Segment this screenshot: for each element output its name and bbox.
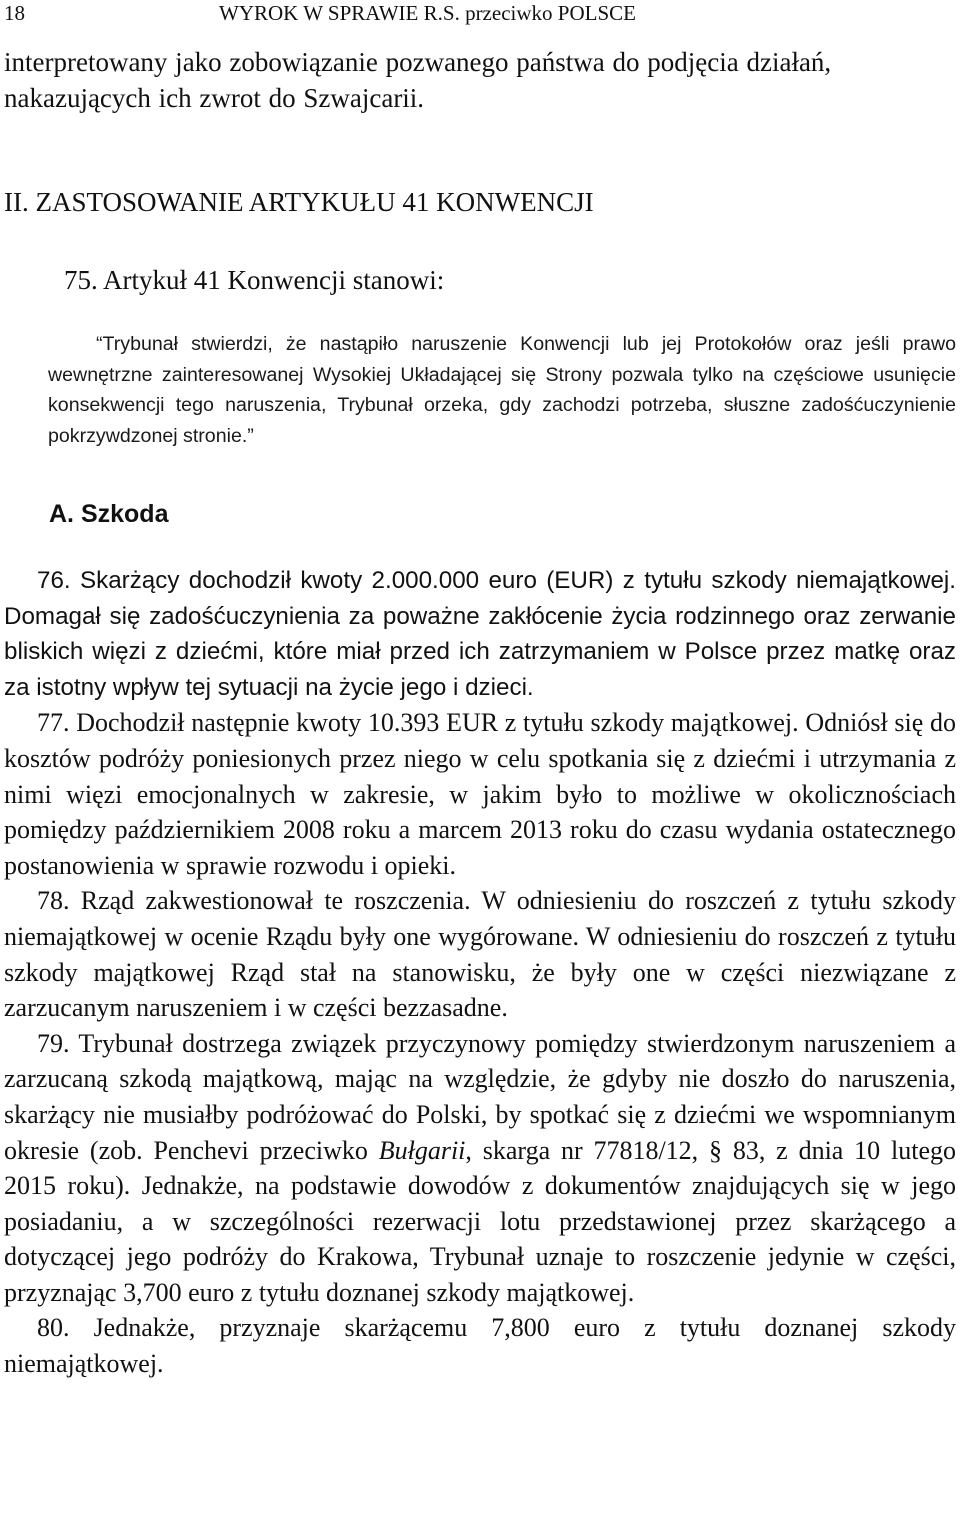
body-text — [4, 563, 956, 1382]
subheading-damage: A. Szkoda — [49, 500, 169, 528]
paragraph-76: 76. Skarżący dochodził kwoty 2.000.000 euro (EUR) z tytułu szkody niemajątkowej. Domagał się zadośćuczynienia za poważne zakłócenie życia rodzinnego oraz zerwanie bliskich więzi z dziećmi, które miał przed ich zatrzymaniem w Polsce przez matkę oraz za istotny wpływ tej sytuacji na życie jego i dzieci. — [4, 567, 956, 701]
paragraph-75: 75. Artykuł 41 Konwencji stanowi: — [64, 265, 445, 295]
paragraph-79-italic: Bułgarii — [378, 1135, 466, 1165]
paragraph-79 — [4, 1026, 956, 1311]
paragraph-77: 77. Dochodził następnie kwoty 10.393 EUR z tytułu szkody majątkowej. Odniósł się do kosztów podróży poniesionych przez niego w celu spotkania się z dziećmi i utrzymania z nimi więzi emocjonalnych w zakresie, w jakim było to możliwe w okolicznościach pomiędzy październikiem 2008 roku a marcem 2013 roku do czasu wydania ostatecznego postanowienia w sprawie rozwodu i opieki. — [4, 708, 956, 880]
page-number: 18 — [4, 1, 25, 25]
paragraph-80: 80. Jednakże, przyznaje skarżącemu 7,800 euro z tytułu doznanej szkody niemajątkowej. — [4, 1313, 956, 1379]
paragraph-79-text-b: , skarga nr 77818/12, § 83, z dnia 10 lutego 2015 roku). Jednakże, na podstawie dowodów z dokumentów znajdujących się w jego posiadaniu, a w szczególności rezerwacji lotu przedstawionej przez skarżącego a dotyczącej jego podróży do Krakowa, Trybunał uznaje to roszczenie jedynie w części, przyznając 3,700 euro z tytułu doznanej szkody majątkowej. — [4, 1135, 956, 1307]
paragraph-78: 78. Rząd zakwestionował te roszczenia. W odniesieniu do roszczeń z tytułu szkody niemajątkowej w ocenie Rządu były one wygórowane. W odniesieniu do roszczeń z tytułu szkody majątkowej Rząd stał na stanowisku, że były one w części niezwiązane z zarzucanym naruszeniem i w części bezzasadne. — [4, 886, 956, 1023]
paragraph-79-text-a: 79. Trybunał dostrzega związek przyczynowy pomiędzy stwierdzonym naruszeniem a zarzucaną szkodą majątkową, mając na względzie, że gdyby nie doszło do naruszenia, skarżący nie musiałby podróżować do Polski, by spotkać się z dziećmi we wspomnianym okresie (zob. Penchevi przeciwko — [4, 1028, 956, 1165]
page-header — [4, 2, 944, 24]
running-title: WYROK W SPRAWIE R.S. przeciwko POLSCE — [219, 1, 636, 25]
article-41-quote: “Trybunał stwierdzi, że nastąpiło naruszenie Konwencji lub jej Protokołów oraz jeśli prawo wewnętrzne zainteresowanej Wysokiej Układającej się Strony pozwala tylko na częściowe usunięcie konsekwencji tego naruszenia, Trybunał orzeka, gdy zachodzi potrzeba, słuszne zadośćuczynienie pokrzywdzonej stronie.” — [48, 333, 956, 447]
section-heading: II. ZASTOSOWANIE ARTYKUŁU 41 KONWENCJI — [4, 187, 594, 217]
intro-paragraph: interpretowany jako zobowiązanie pozwanego państwa do podjęcia działań, nakazujących ich zwrot do Szwajcarii. — [4, 47, 832, 113]
